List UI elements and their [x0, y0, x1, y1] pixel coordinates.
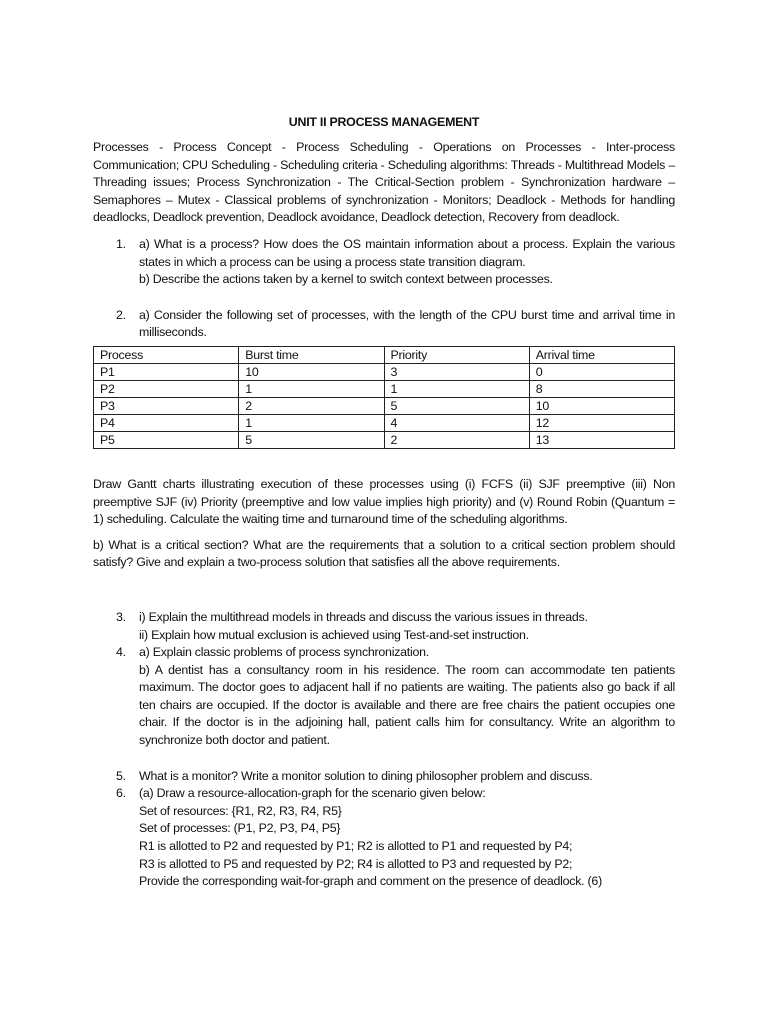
question-3	[93, 609, 675, 644]
question-6-allocation-2: R3 is allotted to P5 and requested by P2; R4 is allotted to P3 and requested by P2;	[139, 856, 573, 871]
table-cell: 5	[384, 397, 529, 414]
table-cell: 4	[384, 414, 529, 431]
question-2	[93, 307, 675, 342]
table-cell: 0	[529, 363, 674, 380]
question-1	[93, 236, 675, 289]
table-cell: P1	[94, 363, 239, 380]
table-cell: 3	[384, 363, 529, 380]
table-cell: 12	[529, 414, 674, 431]
question-6-allocation-1: R1 is allotted to P2 and requested by P1; R2 is allotted to P1 and requested by P4;	[139, 839, 573, 854]
question-2b: b) What is a critical section? What are the requirements that a solution to a critical section problem should satisfy? Give and explain a two-process solution that satisfies all the above requirements.	[93, 537, 675, 570]
table-header-cell: Burst time	[239, 346, 384, 363]
table-cell: 2	[239, 397, 384, 414]
question-1b: b) Describe the actions taken by a kernel to switch context between processes.	[139, 272, 553, 287]
question-number: 6.	[116, 786, 126, 801]
question-1a: a) What is a process? How does the OS maintain information about a process. Explain the various states in which a process can be using a process state transition diagram.	[139, 236, 675, 269]
table-header-cell: Arrival time	[529, 346, 674, 363]
table-cell: 1	[384, 380, 529, 397]
question-3ii: ii) Explain how mutual exclusion is achieved using Test-and-set instruction.	[139, 627, 529, 642]
question-5-text: What is a monitor? Write a monitor solution to dining philosopher problem and discuss.	[139, 768, 593, 783]
question-6-resources: Set of resources: {R1, R2, R3, R4, R5}	[139, 803, 342, 818]
table-cell: P3	[94, 397, 239, 414]
table-cell: P2	[94, 380, 239, 397]
syllabus-paragraph: Processes - Process Concept - Process Scheduling - Operations on Processes - Inter-process Communication; CPU Scheduling - Scheduling criteria - Scheduling algorithms: Threads - Multithread Models – Threading issues; Process Synchronization - The Critical-Section problem - Synchronization hardware – Semaphores – Mutex - Classical problems of synchronization - Monitors; Deadlock - Methods for handling deadlocks, Deadlock prevention, Deadlock avoidance, Deadlock detection, Recovery from deadlock.	[93, 140, 675, 225]
table-cell: 13	[529, 431, 674, 448]
table-row	[94, 414, 675, 431]
question-number: 3.	[116, 609, 126, 624]
process-table	[93, 346, 675, 449]
table-header-row	[94, 346, 675, 363]
table-cell: 1	[239, 414, 384, 431]
question-number: 5.	[116, 768, 126, 783]
table-cell: 1	[239, 380, 384, 397]
question-number: 2.	[116, 307, 126, 322]
question-6a: (a) Draw a resource-allocation-graph for the scenario given below:	[139, 786, 486, 801]
question-number: 4.	[116, 645, 126, 660]
table-row	[94, 431, 675, 448]
question-4b: b) A dentist has a consultancy room in his residence. The room can accommodate ten patients maximum. The doctor goes to adjacent hall if no patients are waiting. The patients also go back if all ten chairs are occupied. If the doctor is available and there are free chairs the patient occupies one chair. If the doctor is in the adjoining hall, patient calls him for consultancy. Write an algorithm to synchronize both doctor and patient.	[139, 662, 675, 748]
table-cell: P5	[94, 431, 239, 448]
table-cell: 8	[529, 380, 674, 397]
table-row	[94, 380, 675, 397]
question-6-wait-for-graph: Provide the corresponding wait-for-graph and comment on the presence of deadlock. (6)	[139, 874, 602, 889]
question-5	[93, 768, 675, 786]
table-cell: 2	[384, 431, 529, 448]
table-cell: P4	[94, 414, 239, 431]
table-row	[94, 397, 675, 414]
question-4	[93, 644, 675, 750]
question-2a: a) Consider the following set of processes, with the length of the CPU burst time and arrival time in milliseconds.	[139, 307, 675, 340]
question-2-gantt-instructions: Draw Gantt charts illustrating execution of these processes using (i) FCFS (ii) SJF preemptive (iii) Non preemptive SJF (iv) Priority (preemptive and low value implies high priority) and (v) Round Robin (Quantum = 1) scheduling. Calculate the waiting time and turnaround time of the scheduling algorithms.	[93, 476, 675, 527]
question-6-processes: Set of processes: (P1, P2, P3, P4, P5}	[139, 821, 341, 836]
table-cell: 10	[239, 363, 384, 380]
table-header-cell: Priority	[384, 346, 529, 363]
page-title: UNIT II PROCESS MANAGEMENT	[288, 115, 480, 129]
question-6	[93, 785, 675, 891]
question-number: 1.	[116, 236, 126, 251]
table-row	[94, 363, 675, 380]
table-header-cell: Process	[94, 346, 239, 363]
document-page	[93, 114, 675, 891]
question-3i: i) Explain the multithread models in threads and discuss the various issues in threads.	[139, 609, 588, 624]
question-4a: a) Explain classic problems of process synchronization.	[139, 645, 429, 660]
table-cell: 5	[239, 431, 384, 448]
table-cell: 10	[529, 397, 674, 414]
